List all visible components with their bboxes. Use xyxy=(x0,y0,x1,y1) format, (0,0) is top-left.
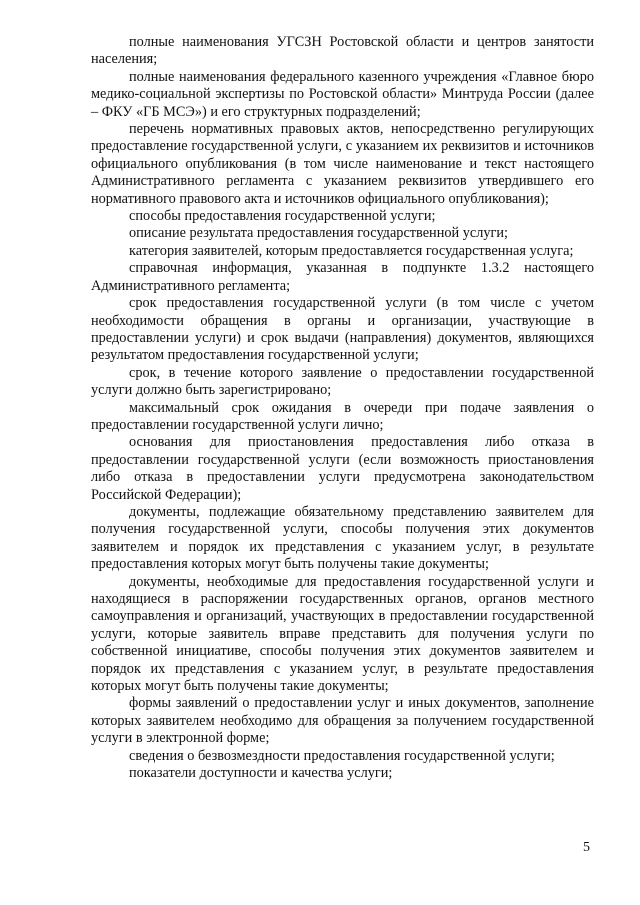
paragraph-2: полные наименования федерального казенного учреждения «Главное бюро медико-социальной экспертизы по Ростовской области» Минтруда России (далее – ФКУ «ГБ МСЭ») и его структурных подразделений; xyxy=(91,68,594,120)
document-body xyxy=(91,34,594,782)
paragraph-6: категория заявителей, которым предоставляется государственная услуга; xyxy=(129,242,574,259)
paragraph-7: справочная информация, указанная в подпункте 1.3.2 настоящего Административного регламента; xyxy=(91,260,594,294)
page-number: 5 xyxy=(583,840,590,855)
paragraph-14: формы заявлений о предоставлении услуг и иных документов, заполнение которых заявителем необходимо для обращения за получением государственной услуги в электронной форме; xyxy=(91,695,594,747)
paragraph-9: срок, в течение которого заявление о предоставлении государственной услуги должно быть зарегистрировано; xyxy=(91,364,594,399)
paragraph-16: показатели доступности и качества услуги; xyxy=(129,765,393,782)
paragraph-12: документы, подлежащие обязательному представлению заявителем для получения государственной услуги, способы получения этих документов заявителем и порядок их представления с указанием услуг, в результате предоставления которых могут быть получены такие документы; xyxy=(91,503,594,573)
paragraph-4: способы предоставления государственной услуги; xyxy=(129,208,436,225)
paragraph-8: срок предоставления государственной услуги (в том числе с учетом необходимости обращения в органы и организации, участвующие в предоставлении услуги) и срок выдачи (направления) документов, являющихся результатом предоставления государственной услуги; xyxy=(91,295,594,364)
paragraph-3: перечень нормативных правовых актов, непосредственно регулирующих предоставление государственной услуги, с указанием их реквизитов и источников официального опубликования (в том числе наименование и текст настоящего Административного регламента с указанием реквизитов утвердившего его нормативного правового акта и источников официального опубликования); xyxy=(91,121,594,207)
paragraph-13: документы, необходимые для предоставления государственной услуги и находящиеся в распоряжении государственных органов, органов местного самоуправления и организаций, участвующих в предоставлении государственной услуги, которые заявитель вправе представить для получения услуги по собственной инициативе, способы получения этих документов заявителем и порядок их представления с указанием услуг, в результате предоставления которых могут быть получены такие документы; xyxy=(91,573,594,695)
paragraph-10: максимальный срок ожидания в очереди при подаче заявления о предоставлении государственной услуги лично; xyxy=(91,399,594,433)
paragraph-11: основания для приостановления предоставления либо отказа в предоставлении государственной услуги (если возможность приостановления либо отказа в предоставлении услуги предусмотрена законодательством Российской Федерации); xyxy=(91,434,594,503)
paragraph-15: сведения о безвозмездности предоставления государственной услуги; xyxy=(129,747,555,764)
paragraph-1: полные наименования УГСЗН Ростовской области и центров занятости населения; xyxy=(91,34,594,68)
paragraph-5: описание результата предоставления государственной услуги; xyxy=(129,225,508,242)
